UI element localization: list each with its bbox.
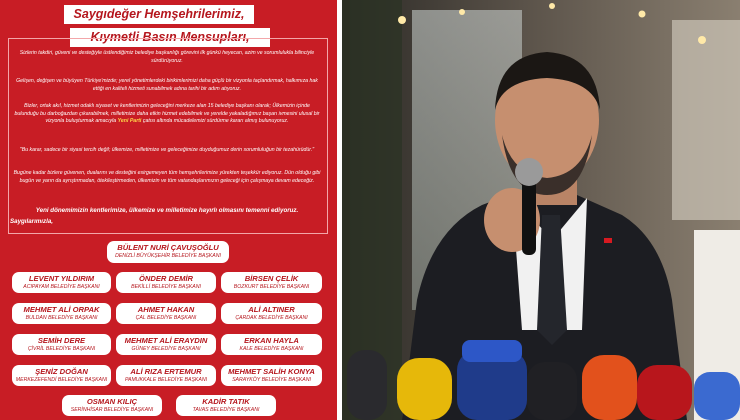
- ceiling-light: [639, 11, 646, 18]
- letter-paragraph-2: Gelişen, değişen ve büyüyen Türkiye'mizde; yerel yönetimlerdeki birikimlerimizi daha güçlü bir vizyonla taçlandırmak, halkımıza hak ettiği en kaliteli hizmeti sunabilmek adına tarihi bir adım atıyoruz.: [16, 78, 318, 92]
- mayor-role: KALE BELEDİYE BAŞKANI: [239, 346, 304, 352]
- press-microphone: [527, 362, 577, 420]
- letter-paragraph-5: Bugüne kadar bizlere güvenen, dualarını ve desteğini esirgemeyen tüm hemşehrilerimize yürekten teşekkür ediyoruz. Dün olduğu gibi bugün ve yarın da ayrıştırmadan, ötekileştirmeden, ülkemizin ve tüm vatandaşlarımızın geleceği için çalışmaya devam edeceğiz.: [13, 170, 321, 184]
- mayor-role: GÜNEY BELEDİYE BAŞKANI: [131, 346, 201, 352]
- mayor-card: [12, 334, 111, 355]
- mayor-card: [221, 334, 322, 355]
- mayor-name: BÜLENT NURİ ÇAVUŞOĞLU: [117, 243, 219, 252]
- mayor-role: ÇİVRİL BELEDİYE BAŞKANI: [27, 346, 96, 352]
- party-name: Yeni Parti: [117, 118, 142, 125]
- mayor-card: [116, 334, 216, 355]
- press-microphone: [694, 372, 740, 420]
- press-microphone: [582, 355, 637, 420]
- mayor-role: BOZKURT BELEDİYE BAŞKANI: [233, 284, 310, 290]
- handheld-microphone: [522, 175, 536, 255]
- mayor-name: ÖNDER DEMİR: [138, 274, 193, 283]
- mayor-name: AHMET HAKAN: [137, 305, 195, 314]
- ceiling-light: [549, 3, 555, 9]
- flag-pin: [604, 238, 612, 243]
- mayor-card: [221, 272, 322, 293]
- mayor-role: ÇARDAK BELEDİYE BAŞKANI: [235, 315, 308, 321]
- mayor-role: ÇAL BELEDİYE BAŞKANI: [135, 315, 197, 321]
- window-pane: [672, 20, 740, 220]
- mayor-card: [116, 303, 216, 324]
- mayor-role: DENİZLİ BÜYÜKŞEHİR BELEDİYE BAŞKANI: [115, 253, 221, 259]
- letter-paragraph-1: Sizlerin takdiri, güveni ve desteğiyle üstlendiğimiz belediye başkanlığı görevini ilk günkü heyecan, azim ve sorumlulukla bilinciyle sürdürüyoruz.: [19, 50, 315, 64]
- mayor-name: SEMİH DERE: [37, 336, 86, 345]
- ceiling-light: [459, 9, 465, 15]
- mayor-card: [116, 365, 216, 386]
- mayor-name: ŞENİZ DOĞAN: [35, 367, 88, 376]
- letter-paragraph-3-a: Bizler, ortak akıl, hizmet odaklı siyaset ve kentlerimizin geleceğini merkeze alan 15 belediye başkanı olarak; Ülkemizin içinde bulunduğu bu darboğazdan çıkarabilmek, milletimize daha etkin hizmet edebilmek ve yerelde yakaladığımız başarı ivmesini ulusal bir vizyonla buluşturmak amacıyla: [14, 103, 320, 125]
- mayor-name: BİRSEN ÇELİK: [244, 274, 299, 283]
- mayor-card: [221, 365, 322, 386]
- statement-panel: [0, 0, 337, 420]
- mayor-name: MEHMET ALİ ORPAK: [23, 305, 100, 314]
- mayor-role: MERKEZEFENDİ BELEDİYE BAŞKANI: [15, 377, 108, 383]
- press-microphone: [347, 350, 387, 420]
- mayor-card: [221, 303, 322, 324]
- letter-paragraph-3: [12, 103, 322, 126]
- mayor-card: [12, 272, 111, 293]
- microphone-head: [515, 158, 543, 186]
- mayor-name: OSMAN KILIÇ: [86, 397, 138, 406]
- letter-signoff: Saygılarımızla,: [10, 218, 53, 225]
- mayor-card: [176, 395, 276, 416]
- photo-illustration: [342, 0, 740, 420]
- mayor-role: PAMUKKALE BELEDİYE BAŞKANI: [124, 377, 208, 383]
- mayor-name: ALİ ALTINER: [248, 305, 295, 314]
- mayor-name: ERKAN HAYLA: [244, 336, 299, 345]
- mayor-card: [12, 365, 111, 386]
- mayor-card: [12, 303, 111, 324]
- mayor-role: BULDAN BELEDİYE BAŞKANI: [25, 315, 98, 321]
- heading-line-1: Saygıdeğer Hemşehrilerimiz,: [64, 5, 254, 24]
- press-microphone: [637, 365, 692, 420]
- ceiling-light: [698, 36, 706, 44]
- mayor-role: BEKİLLİ BELEDİYE BAŞKANI: [131, 284, 201, 290]
- mayor-name: MEHMET SALİH KONYA: [228, 367, 315, 376]
- ceiling-light: [398, 16, 406, 24]
- mayor-card: [62, 395, 162, 416]
- press-conference-photo: [342, 0, 740, 420]
- mayor-role: ACIPAYAM BELEDİYE BAŞKANI: [23, 284, 100, 290]
- letter-closing-wish: Yeni dönemimizin kentlerimize, ülkemize ve milletimize hayırlı olmasını temenni ediyoruz.: [35, 207, 299, 214]
- mayor-card: [116, 272, 216, 293]
- press-microphone: [397, 358, 452, 420]
- mayor-name: MEHMET ALİ ERAYDIN: [124, 336, 208, 345]
- mayor-name: KADİR TATIK: [202, 397, 250, 406]
- letter-frame: [8, 38, 328, 234]
- letter-paragraph-3-b: çatısı altında mücadelemizi sürdürme kararı almış bulunuyoruz.: [142, 118, 289, 125]
- mayor-card: [107, 241, 229, 263]
- mayor-role: SARAYKÖY BELEDİYE BAŞKANI: [232, 377, 311, 383]
- mayor-role: TAVAS BELEDİYE BAŞKANI: [192, 407, 260, 413]
- press-microphone: [462, 340, 522, 362]
- mayor-role: SERİNHİSAR BELEDİYE BAŞKANI: [70, 407, 154, 413]
- mayor-name: LEVENT YILDIRIM: [28, 274, 95, 283]
- mayor-name: ALİ RIZA ERTEMUR: [130, 367, 202, 376]
- heading-line-2: Kıymetli Basın Mensupları,: [70, 28, 270, 47]
- letter-quote: "Bu karar, sadece bir siyasi tercih değil; ülkemize, milletimize ve geleceğimize duyduğumuz derin sorumluluğun bir tezahürüdür.": [19, 147, 315, 153]
